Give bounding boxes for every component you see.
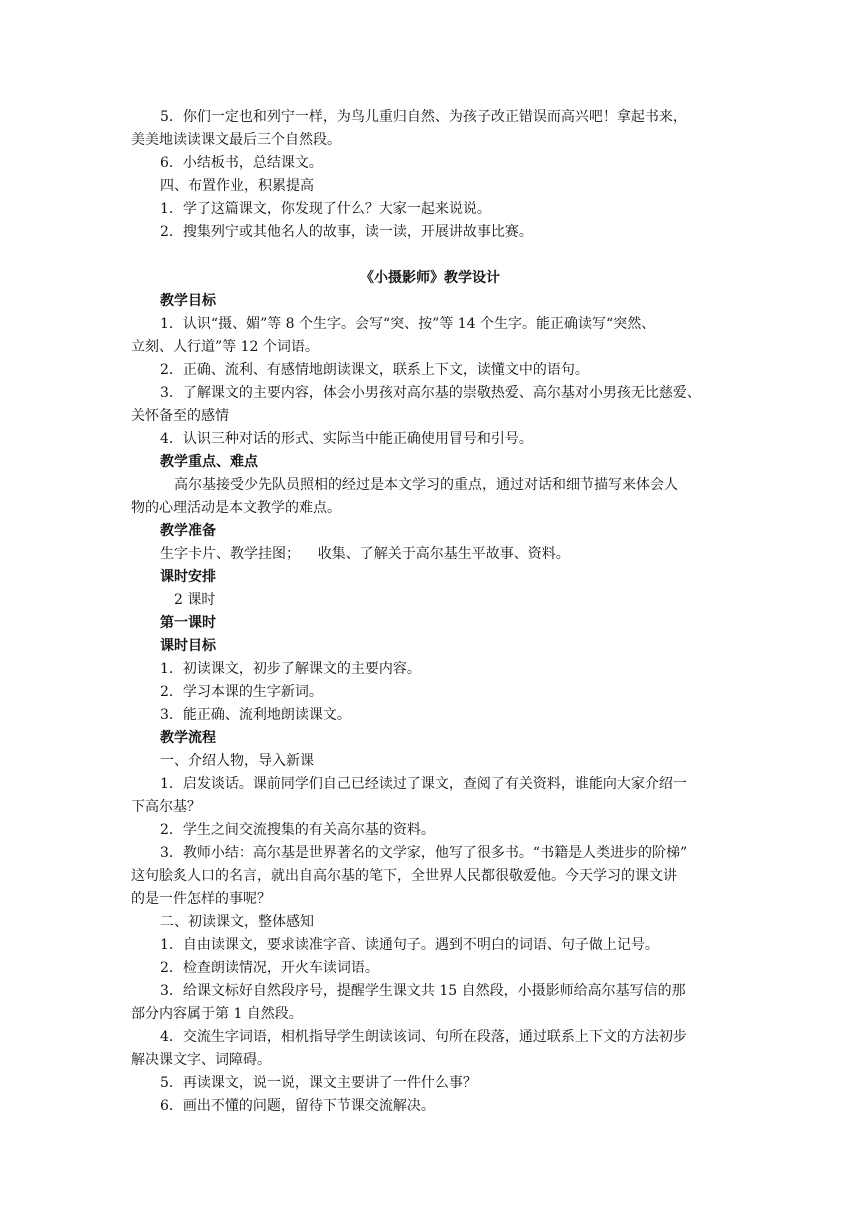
paragraph-line: 1．学了这篇课文，你发现了什么？大家一起来说说。 <box>160 201 491 217</box>
paragraph-line: 2．正确、流利、有感情地朗读课文，联系上下文，读懂文中的语句。 <box>160 362 589 378</box>
paragraph-line: 5．你们一定也和列宁一样，为鸟儿重归自然、为孩子改正错误而高兴吧！拿起书来， <box>160 109 687 125</box>
section-heading: 二、初读课文，整体感知 <box>160 914 314 930</box>
heading-teaching-goals: 教学目标 <box>160 293 216 309</box>
paragraph-line: 2．学生之间交流搜集的有关高尔基的资料。 <box>160 822 435 838</box>
paragraph-line: 1．初读课文，初步了解课文的主要内容。 <box>160 661 421 677</box>
paragraph-line: 3．给课文标好自然段序号，提醒学生课文共 15 自然段，小摄影师给高尔基写信的那 <box>160 983 686 999</box>
heading-first-lesson: 第一课时 <box>160 615 216 631</box>
paragraph-line: 2．搜集列宁或其他名人的故事，读一读，开展讲故事比赛。 <box>160 224 533 240</box>
heading-lesson-goals: 课时目标 <box>160 638 216 654</box>
paragraph-line: 1．启发谈话。课前同学们自己已经读过了课文，查阅了有关资料，谁能向大家介绍一 <box>160 776 687 792</box>
paragraph-line: 生字卡片、教学挂图； 收集、了解关于高尔基生平故事、资料。 <box>160 546 570 562</box>
heading-preparation: 教学准备 <box>160 523 216 539</box>
paragraph-line: 1．自由读课文，要求读准字音、读通句子。遇到不明白的词语、句子做上记号。 <box>160 937 659 953</box>
paragraph-line: 的是一件怎样的事呢？ <box>131 891 271 907</box>
paragraph-line: 4．交流生字词语，相机指导学生朗读该词、句所在段落，通过联系上下文的方法初步 <box>160 1029 687 1045</box>
paragraph-line: 3．教师小结：高尔基是世界著名的文学家，他写了很多书。“书籍是人类进步的阶梯” <box>160 845 688 861</box>
paragraph-line: 立刻、人行道”等 12 个词语。 <box>131 339 319 355</box>
paragraph-line: 5．再读课文，说一说，课文主要讲了一件什么事？ <box>160 1075 477 1091</box>
paragraph-line: 6．小结板书，总结课文。 <box>160 155 323 171</box>
paragraph-line: 这句脍炙人口的名言，就出自高尔基的笔下，全世界人民都很敬爱他。今天学习的课文讲 <box>131 868 677 884</box>
paragraph-line: 2．检查朗读情况，开火车读词语。 <box>160 960 379 976</box>
paragraph-line: 物的心理活动是本文教学的难点。 <box>131 500 341 516</box>
paragraph-line: 2．学习本课的生字新词。 <box>160 684 323 700</box>
paragraph-line: 3．能正确、流利地朗读课文。 <box>160 707 351 723</box>
paragraph-line: 2 课时 <box>174 592 216 608</box>
paragraph-line: 部分内容属于第 1 自然段。 <box>131 1006 303 1022</box>
paragraph-line: 6．画出不懂的问题，留待下节课交流解决。 <box>160 1098 435 1114</box>
paragraph-line: 3．了解课文的主要内容，体会小男孩对高尔基的崇敬热爱、高尔基对小男孩无比慈爱、 <box>160 385 701 401</box>
section-heading: 一、介绍人物，导入新课 <box>160 753 314 769</box>
heading-key-points: 教学重点、难点 <box>160 454 258 470</box>
heading-schedule: 课时安排 <box>160 569 216 585</box>
paragraph-line: 关怀备至的感情 <box>131 408 229 424</box>
paragraph-line: 高尔基接受少先队员照相的经过是本文学习的重点，通过对话和细节描写来体会人 <box>174 477 678 493</box>
section-heading: 四、布置作业，积累提高 <box>160 178 314 194</box>
paragraph-line: 解决课文字、词障碍。 <box>131 1052 271 1068</box>
paragraph-line: 下高尔基？ <box>131 799 201 815</box>
paragraph-line: 美美地读读课文最后三个自然段。 <box>131 132 341 148</box>
paragraph-line: 4．认识三种对话的形式、实际当中能正确使用冒号和引号。 <box>160 431 533 447</box>
paragraph-line: 1．认识“摄、媚”等 8 个生字。会写“突、按”等 14 个生字。能正确读写“突然、 <box>160 316 656 332</box>
document-title: 《小摄影师》教学设计 <box>360 270 500 286</box>
heading-process: 教学流程 <box>160 730 216 746</box>
